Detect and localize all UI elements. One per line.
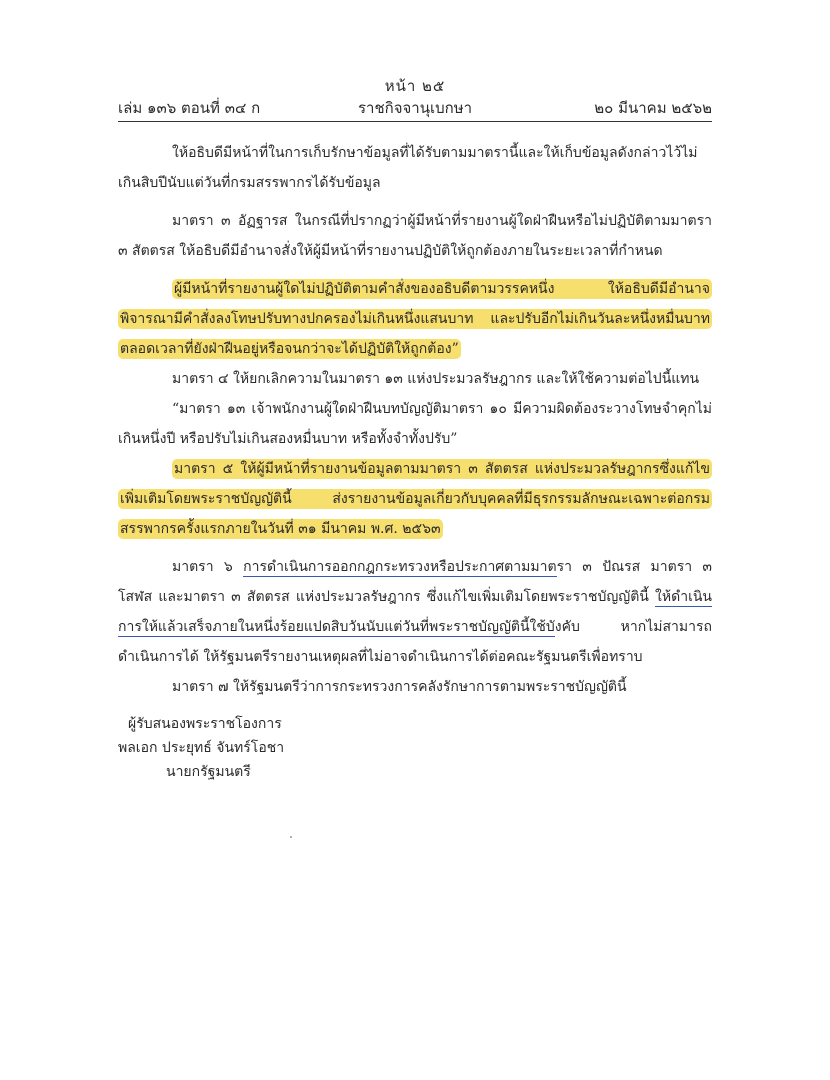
pen-underline: ให้ดำเนินการให้แล้วเสร็จภายในหนึ่งร้อยแปดสิบวันนับแต่วันที่พระราชบัญญัตินี้ใช้บั — [118, 589, 712, 635]
paragraph-data-retention: ให้อธิบดีมีหน้าที่ในการเก็บรักษาข้อมูลที่ได้รับตามมาตรานี้และให้เก็บข้อมูลดังกล่าวไว้ไม่เกินสิบปีนับแต่วันที่กรมสรรพากรได้รับข้อมูล — [118, 145, 698, 191]
volume-issue: เล่ม ๑๓๖ ตอนที่ ๓๔ ก — [118, 99, 261, 117]
paragraph-section-3-attharasa: มาตรา ๓ อัฏฐารส ในกรณีที่ปรากฏว่าผู้มีหน้าที่รายงานผู้ใดฝ่าฝืนหรือไม่ปฏิบัติตามมาตรา ๓ สัตตรส ให้อธิบดีมีอำนาจสั่งให้ผู้มีหน้าที่รายงานปฏิบัติให้ถูกต้องภายในระยะเวลาที่กำหนด — [118, 213, 712, 259]
signatory-name: พลเอก ประยุทธ์ จันทร์โอชา — [118, 740, 285, 756]
section-6-tail: งคับ หากไม่สามารถดำเนินการได้ ให้รัฐมนตรีรายงานเหตุผลที่ไม่อาจดำเนินการได้ต่อคณะรัฐมนตรีเพื่อทราบ — [118, 619, 712, 665]
header-divider — [118, 121, 712, 122]
signature-block — [118, 712, 418, 784]
scan-speck — [290, 836, 292, 838]
paragraph-administrative-fine — [118, 274, 712, 364]
signatory-title: นายกรัฐมนตรี — [166, 764, 251, 780]
countersign-label: ผู้รับสนองพระราชโองการ — [128, 716, 282, 732]
running-header — [118, 96, 712, 116]
paragraph-section-5 — [118, 454, 712, 544]
publication-date: ๒๐ มีนาคม ๒๕๖๒ — [594, 99, 712, 117]
paragraph-section-4: มาตรา ๔ ให้ยกเลิกความในมาตรา ๑๓ แห่งประมวลรัษฎากร และให้ใช้ความต่อไปนี้แทน — [172, 371, 700, 387]
pen-underline: การดำเนินการออกกฎกระทรวงหรือประกาศตามมาต — [243, 559, 557, 575]
highlighted-text: ผู้มีหน้าที่รายงานผู้ใดไม่ปฏิบัติตามคำสั่งของอธิบดีตามวรรคหนึ่ง ให้อธิบดีมีอำนาจพิจารณามีคำสั่งลงโทษปรับทางปกครองไม่เกินหนึ่งแสนบาท และปรับอีกไม่เกินวันละหนึ่งหมื่นบาท ตลอดเวลาที่ยังฝ่าฝืนอยู่หรือจนกว่าจะได้ปฏิบัติให้ถูกต้อง” — [120, 281, 710, 357]
page-number: หน้า ๒๕ — [384, 77, 446, 95]
paragraph-section-13-quote: “มาตรา ๑๓ เจ้าพนักงานผู้ใดฝ่าฝืนบทบัญญัติมาตรา ๑๐ มีความผิดต้องระวางโทษจำคุกไม่เกินหนึ่งปี หรือปรับไม่เกินสองหมื่นบาท หรือทั้งจำทั้งปรับ” — [118, 401, 712, 447]
section-6-middle: รา ๓ ปัณรส มาตรา ๓ โสฬส และมาตรา ๓ สัตตรส แห่งประมวลรัษฎากร ซึ่งแก้ไขเพิ่มเติมโดยพระราชบัญญัตินี้ — [118, 559, 712, 605]
section-6-lead: มาตรา ๖ — [172, 559, 244, 575]
paragraph-section-6 — [118, 552, 712, 672]
gazette-title: ราชกิจจานุเบกษา — [357, 99, 473, 117]
paragraph-section-7: มาตรา ๗ ให้รัฐมนตรีว่าการกระทรวงการคลังรักษาการตามพระราชบัญญัตินี้ — [172, 679, 627, 695]
highlighted-text: มาตรา ๕ ให้ผู้มีหน้าที่รายงานข้อมูลตามมาตรา ๓ สัตตรส แห่งประมวลรัษฎากรซึ่งแก้ไขเพิ่มเติมโดยพระราชบัญญัตินี้ ส่งรายงานข้อมูลเกี่ยวกับบุคคลที่มีธุรกรรมลักษณะเฉพาะต่อกรมสรรพากรครั้งแรกภายในวันที่ ๓๑ มีนาคม พ.ศ. ๒๕๖๓ — [120, 461, 710, 537]
document-body — [118, 138, 712, 702]
